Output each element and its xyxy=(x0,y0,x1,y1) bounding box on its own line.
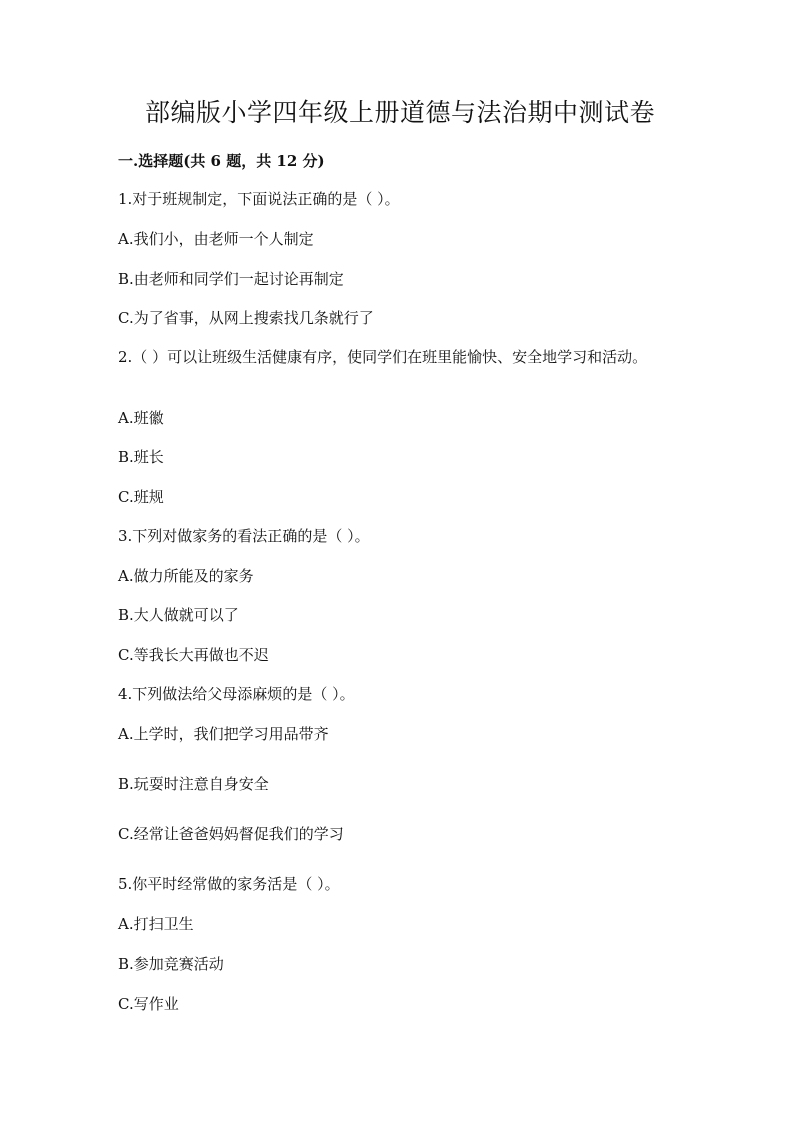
question-1-option-c: C.为了省事，从网上搜索找几条就行了 xyxy=(118,309,374,327)
question-5-option-c: C.写作业 xyxy=(118,995,179,1013)
question-5-stem: 5.你平时经常做的家务活是（ ）。 xyxy=(118,875,340,893)
question-4-option-a: A.上学时，我们把学习用品带齐 xyxy=(118,725,329,743)
question-3-stem: 3.下列对做家务的看法正确的是（ ）。 xyxy=(118,527,370,545)
question-2-option-c: C.班规 xyxy=(118,488,164,506)
question-4-option-b: B.玩耍时注意自身安全 xyxy=(118,775,269,793)
question-5-option-b: B.参加竞赛活动 xyxy=(118,955,224,973)
question-2-option-b: B.班长 xyxy=(118,448,164,466)
question-2-option-a: A.班徽 xyxy=(118,409,164,427)
section-heading: 一.选择题(共 6 题，共 12 分) xyxy=(118,152,325,170)
question-1-option-a: A.我们小，由老师一个人制定 xyxy=(118,230,314,248)
question-3-option-b: B.大人做就可以了 xyxy=(118,606,239,624)
question-1-stem: 1.对于班规制定，下面说法正确的是（ ）。 xyxy=(118,190,400,208)
question-5-option-a: A.打扫卫生 xyxy=(118,915,194,933)
page-title: 部编版小学四年级上册道德与法治期中测试卷 xyxy=(144,98,655,127)
question-2-stem: 2.（ ）可以让班级生活健康有序，使同学们在班里能愉快、安全地学习和活动。 xyxy=(118,348,648,366)
question-3-option-a: A.做力所能及的家务 xyxy=(118,567,254,585)
question-1-option-b: B.由老师和同学们一起讨论再制定 xyxy=(118,270,344,288)
question-4-option-c: C.经常让爸爸妈妈督促我们的学习 xyxy=(118,825,344,843)
question-4-stem: 4.下列做法给父母添麻烦的是（ ）。 xyxy=(118,685,355,703)
question-3-option-c: C.等我长大再做也不迟 xyxy=(118,646,269,664)
